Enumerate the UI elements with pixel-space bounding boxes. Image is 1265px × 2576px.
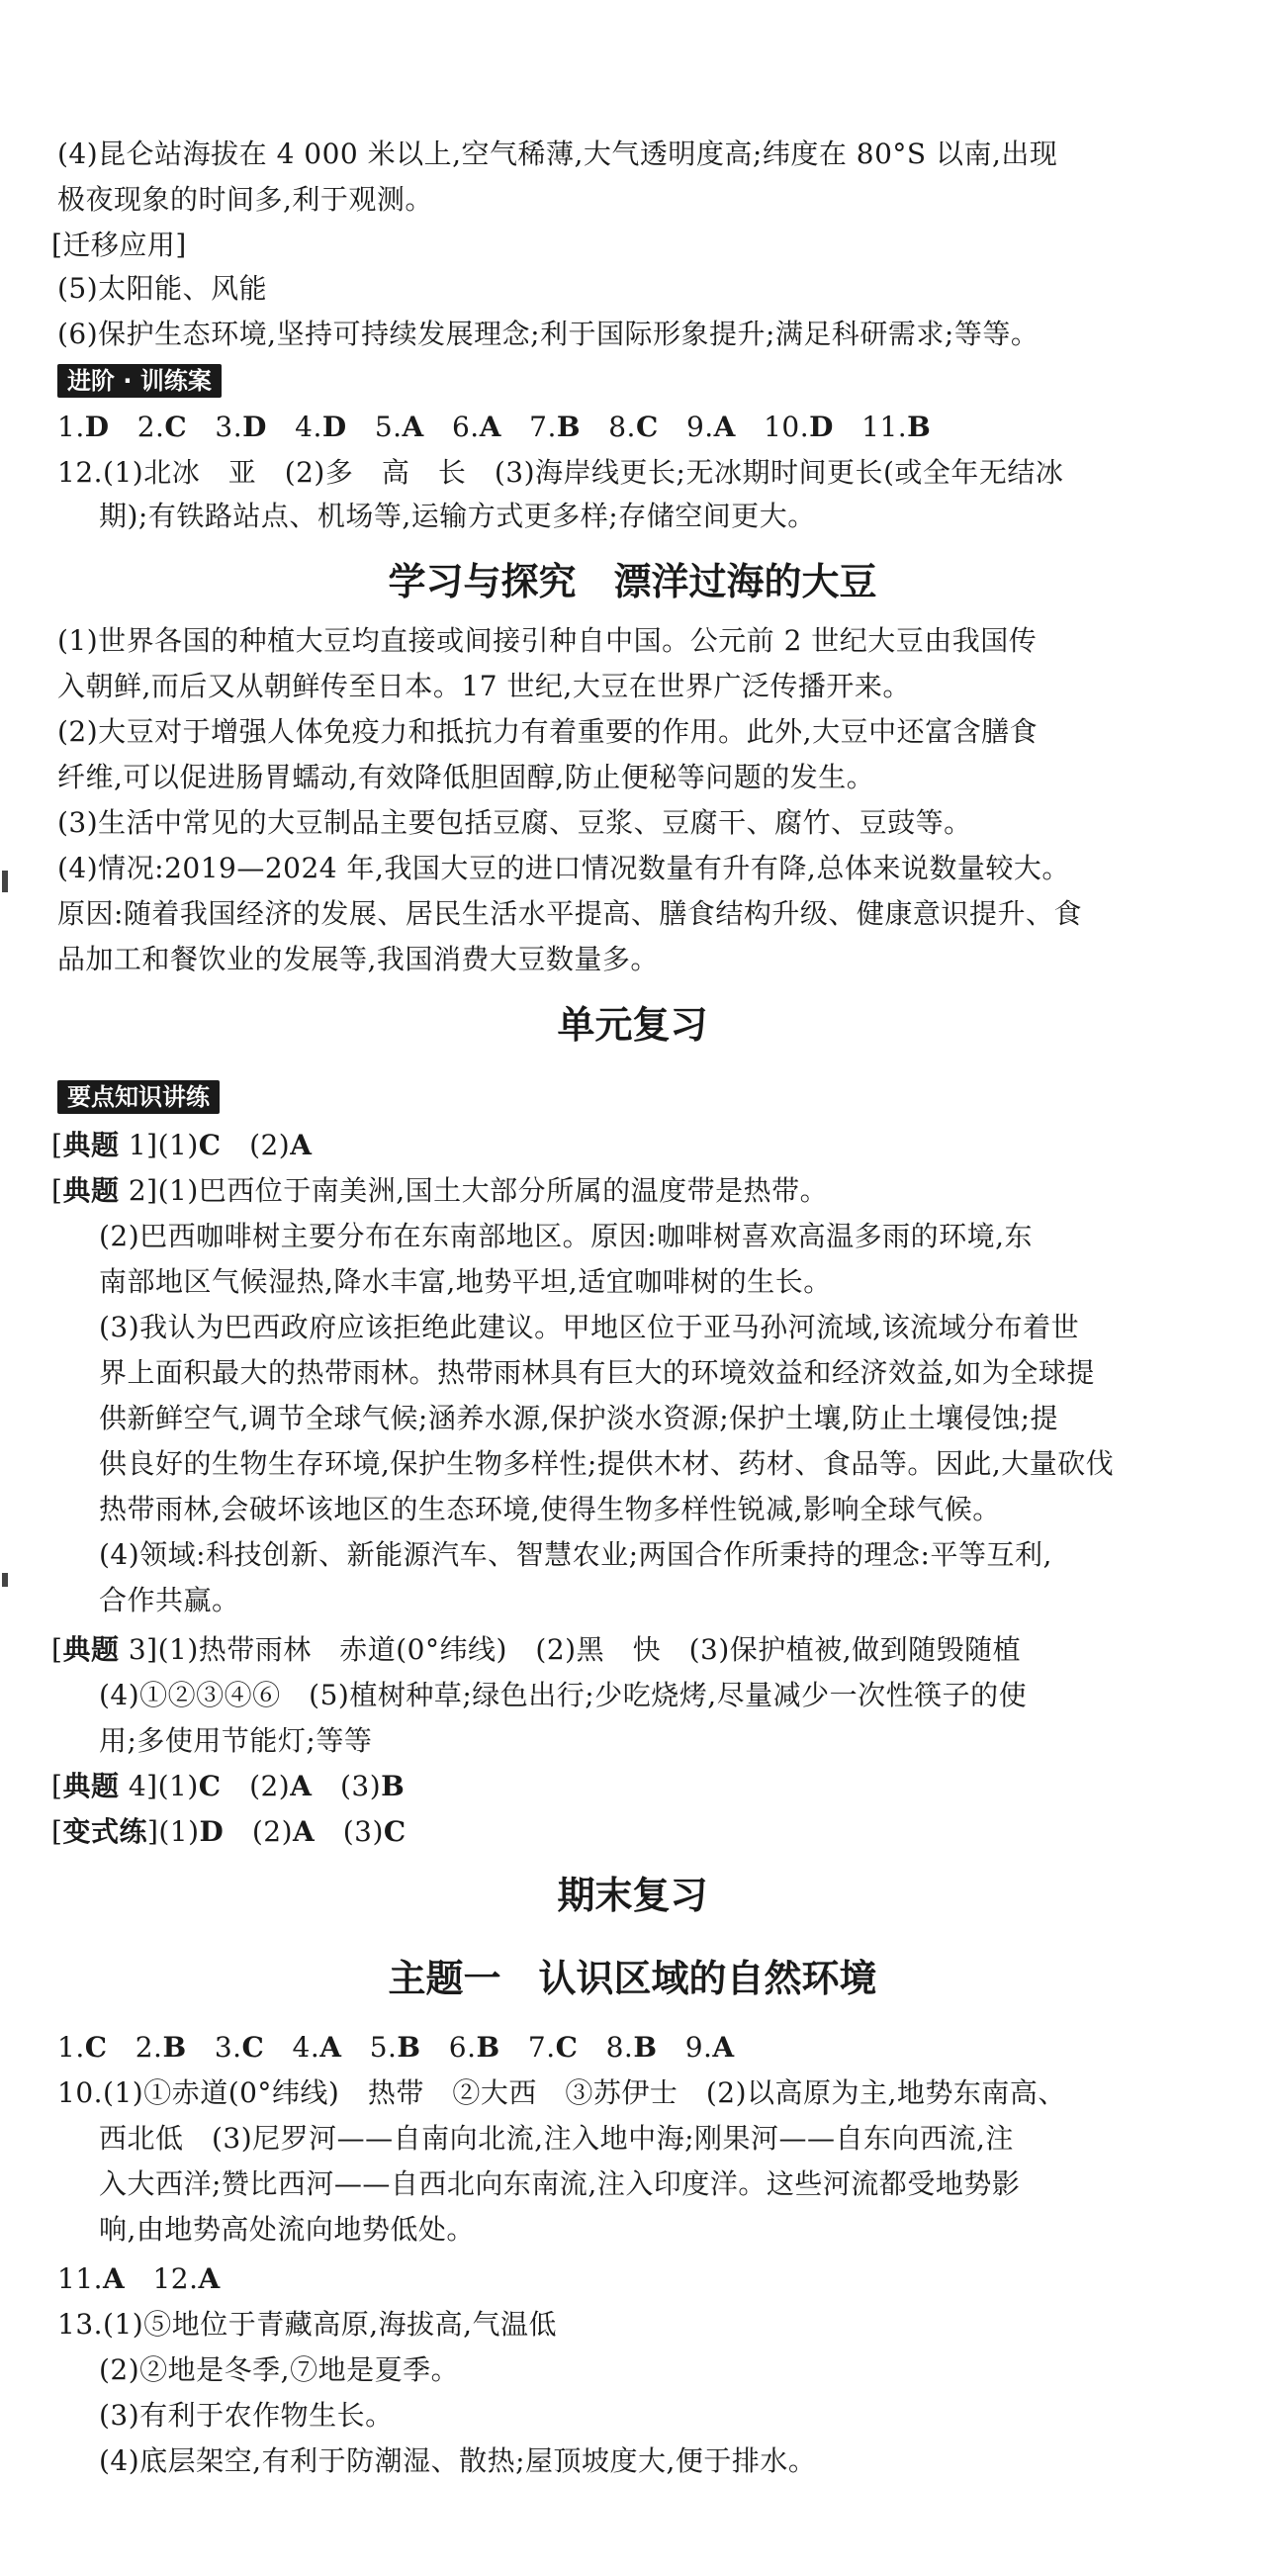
text-line: (5)太阳能、风能	[57, 272, 268, 305]
mc-item: 10.D	[764, 411, 834, 443]
mc-item: 3.C	[214, 2031, 265, 2064]
mc-item: 12.A	[152, 2262, 221, 2295]
text-line: 入大西洋;赞比西河——自西北向东南流,注入印度洋。这些河流都受地势影	[99, 2167, 1021, 2200]
mc-item: 11.A	[57, 2262, 126, 2295]
mc-item: 2.C	[136, 411, 188, 443]
section-subtitle: 主题一 认识区域的自然环境	[388, 1957, 877, 2000]
text-line: 合作共赢。	[99, 1584, 240, 1616]
text-line: (3)有利于农作物生长。	[99, 2399, 394, 2432]
text-line: 界上面积最大的热带雨林。热带雨林具有巨大的环境效益和经济效益,如为全球提	[99, 1356, 1095, 1389]
text-line: (2)大豆对于增强人体免疫力和抵抗力有着重要的作用。此外,大豆中还富含膳食	[57, 715, 1039, 748]
section-title: 学习与探究 漂洋过海的大豆	[388, 560, 877, 603]
mc-answers-row	[57, 2259, 221, 2299]
mc-item: 4.A	[292, 2031, 342, 2064]
text-line: [典题 4](1)C (2)A (3)B	[51, 1770, 406, 1802]
text-line: 品加工和餐饮业的发展等,我国消费大豆数量多。	[57, 943, 659, 975]
text-line: (1)世界各国的种植大豆均直接或间接引种自中国。公元前 2 世纪大豆由我国传	[57, 624, 1038, 657]
mc-item: 11.B	[861, 411, 932, 443]
left-edge-mark	[2, 871, 8, 892]
section-badge: 要点知识讲练	[57, 1080, 220, 1114]
text-line: 原因:随着我国经济的发展、居民生活水平提高、膳食结构升级、健康意识提升、食	[57, 897, 1082, 930]
mc-item: 6.B	[448, 2031, 500, 2064]
left-edge-mark	[2, 1573, 8, 1587]
mc-item: 7.B	[529, 411, 582, 443]
mc-item: 5.B	[369, 2031, 421, 2064]
mc-item: 2.B	[135, 2031, 187, 2064]
text-line: [典题 3](1)热带雨林 赤道(0°纬线) (2)黑 快 (3)保护植被,做到随毁随植	[51, 1633, 1022, 1666]
text-line: 用;多使用节能灯;等等	[99, 1724, 373, 1757]
text-line: 入朝鲜,而后又从朝鲜传至日本。17 世纪,大豆在世界广泛传播开来。	[57, 670, 911, 702]
text-line: 响,由地势高处流向地势低处。	[99, 2213, 475, 2246]
text-line: 供良好的生物生存环境,保护生物多样性;提供木材、药材、食品等。因此,大量砍伐	[99, 1447, 1115, 1480]
text-line: [变式练](1)D (2)A (3)C	[51, 1815, 407, 1848]
text-line: (4)底层架空,有利于防潮湿、散热;屋顶坡度大,便于排水。	[99, 2444, 817, 2477]
mc-item: 8.C	[608, 411, 659, 443]
section-title: 期末复习	[557, 1874, 708, 1917]
mc-answers-row	[57, 2028, 735, 2068]
section-label: [迁移应用]	[51, 229, 187, 261]
mc-item: 7.C	[527, 2031, 579, 2064]
text-line: (2)巴西咖啡树主要分布在东南部地区。原因:咖啡树喜欢高温多雨的环境,东	[99, 1220, 1033, 1252]
text-line: (3)生活中常见的大豆制品主要包括豆腐、豆浆、豆腐干、腐竹、豆豉等。	[57, 806, 972, 839]
section-title: 单元复习	[557, 1003, 708, 1047]
text-line: (2)②地是冬季,⑦地是夏季。	[99, 2353, 460, 2386]
text-line: [典题 1](1)C (2)A	[51, 1129, 313, 1161]
mc-item: 5.A	[374, 411, 424, 443]
text-line: (4)昆仑站海拔在 4 000 米以上,空气稀薄,大气透明度高;纬度在 80°S 以南,出现	[57, 138, 1058, 170]
text-line: (6)保护生态环境,坚持可持续发展理念;利于国际形象提升;满足科研需求;等等。	[57, 318, 1039, 350]
mc-item: 4.D	[295, 411, 347, 443]
text-line: 西北低 (3)尼罗河——自南向北流,注入地中海;刚果河——自东向西流,注	[99, 2122, 1014, 2155]
text-line: 12.(1)北冰 亚 (2)多 高 长 (3)海岸线更长;无冰期时间更长(或全年无结冰	[57, 456, 1064, 489]
text-line: 供新鲜空气,调节全球气候;涵养水源,保护淡水资源;保护土壤,防止土壤侵蚀;提	[99, 1402, 1059, 1434]
mc-item: 9.A	[684, 2031, 735, 2064]
text-line: (4)①②③④⑥ (5)植树种草;绿色出行;少吃烧烤,尽量减少一次性筷子的使	[99, 1679, 1028, 1711]
mc-item: 8.B	[605, 2031, 658, 2064]
mc-answers-row	[57, 408, 931, 447]
mc-item: 1.C	[57, 2031, 108, 2064]
text-line: 热带雨林,会破坏该地区的生态环境,使得生物多样性锐减,影响全球气候。	[99, 1493, 1001, 1525]
text-line: (3)我认为巴西政府应该拒绝此建议。甲地区位于亚马孙河流域,该流域分布着世	[99, 1311, 1080, 1343]
text-line: 极夜现象的时间多,利于观测。	[57, 183, 433, 216]
mc-item: 1.D	[57, 411, 110, 443]
text-line: 13.(1)⑤地位于青藏高原,海拔高,气温低	[57, 2308, 557, 2341]
section-badge: 进阶 · 训练案	[57, 364, 222, 398]
text-line: (4)领域:科技创新、新能源汽车、智慧农业;两国合作所秉持的理念:平等互利,	[99, 1538, 1052, 1571]
mc-item: 9.A	[685, 411, 736, 443]
text-line: 期);有铁路站点、机场等,运输方式更多样;存储空间更大。	[99, 500, 816, 532]
text-line: 纤维,可以促进肠胃蠕动,有效降低胆固醇,防止便秘等问题的发生。	[57, 761, 875, 793]
text-line: (4)情况:2019—2024 年,我国大豆的进口情况数量有升有降,总体来说数量较大。	[57, 852, 1070, 884]
text-line: 10.(1)①赤道(0°纬线) 热带 ②大西 ③苏伊士 (2)以高原为主,地势东南高、	[57, 2076, 1066, 2109]
text-line: 南部地区气候湿热,降水丰富,地势平坦,适宜咖啡树的生长。	[99, 1265, 832, 1298]
mc-item: 3.D	[215, 411, 267, 443]
mc-item: 6.A	[451, 411, 501, 443]
text-line: [典题 2](1)巴西位于南美洲,国土大部分所属的温度带是热带。	[51, 1174, 829, 1207]
